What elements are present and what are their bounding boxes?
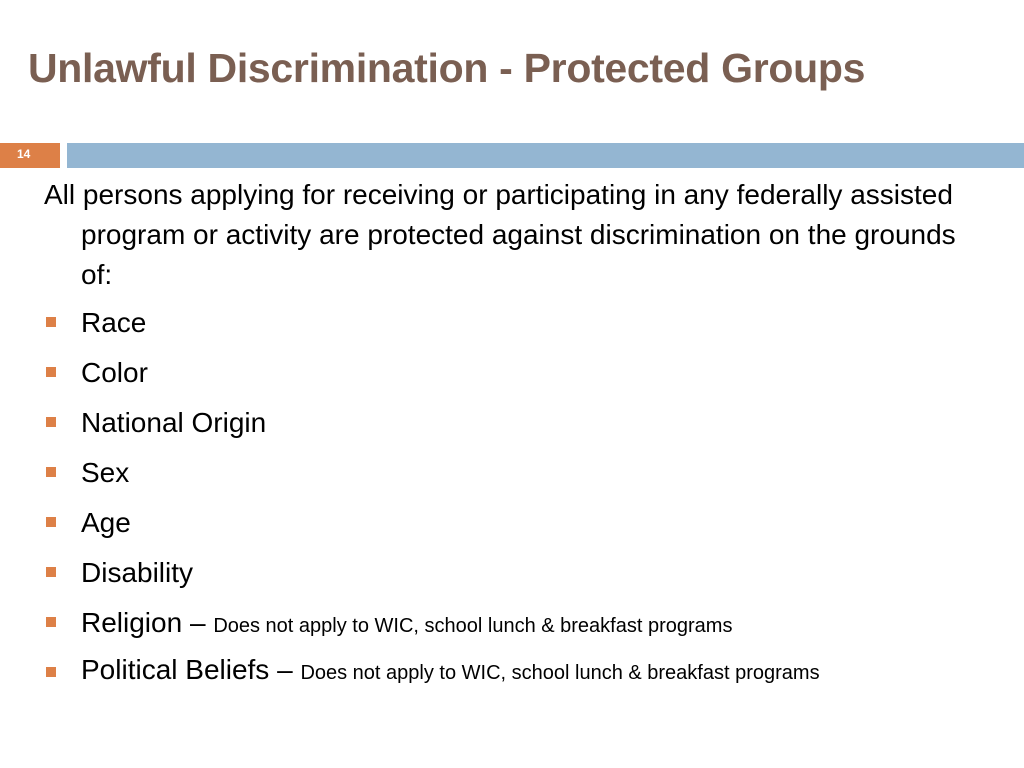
slide-number: 14 xyxy=(17,147,31,161)
list-item-sex xyxy=(44,453,984,493)
square-bullet-icon xyxy=(46,417,56,427)
square-bullet-icon xyxy=(46,367,56,377)
square-bullet-icon xyxy=(46,517,56,527)
slide-body xyxy=(44,175,984,697)
list-item-label: Disability xyxy=(81,557,194,588)
square-bullet-icon xyxy=(46,667,56,677)
list-item-label: National Origin xyxy=(81,407,267,438)
square-bullet-icon xyxy=(46,617,56,627)
list-item-national-origin xyxy=(44,403,984,443)
list-item-religion xyxy=(44,603,984,643)
square-bullet-icon xyxy=(46,467,56,477)
square-bullet-icon xyxy=(46,317,56,327)
list-item-age xyxy=(44,503,984,543)
slide-title: Unlawful Discrimination - Protected Groups xyxy=(28,45,866,91)
list-item-label: Color xyxy=(81,357,148,388)
protected-groups-list xyxy=(44,303,984,687)
list-item-note: Does not apply to WIC, school lunch & breakfast programs xyxy=(213,615,733,637)
title-divider-bar xyxy=(67,143,1024,168)
intro-paragraph: All persons applying for receiving or participating in any federally assisted program or activity are protected against discrimination on the grounds of: xyxy=(44,179,956,290)
slide-number-badge xyxy=(0,143,60,168)
list-item-note: Does not apply to WIC, school lunch & breakfast programs xyxy=(300,662,820,684)
list-item-political-beliefs xyxy=(44,653,984,687)
list-item-race xyxy=(44,303,984,343)
list-item-color xyxy=(44,353,984,393)
list-item-label: Race xyxy=(81,307,147,338)
square-bullet-icon xyxy=(46,567,56,577)
list-item-label: Political Beliefs – xyxy=(81,654,293,685)
list-item-label: Religion – xyxy=(81,607,206,638)
list-item-label: Sex xyxy=(81,457,130,488)
list-item-label: Age xyxy=(81,507,131,538)
list-item-disability xyxy=(44,553,984,593)
